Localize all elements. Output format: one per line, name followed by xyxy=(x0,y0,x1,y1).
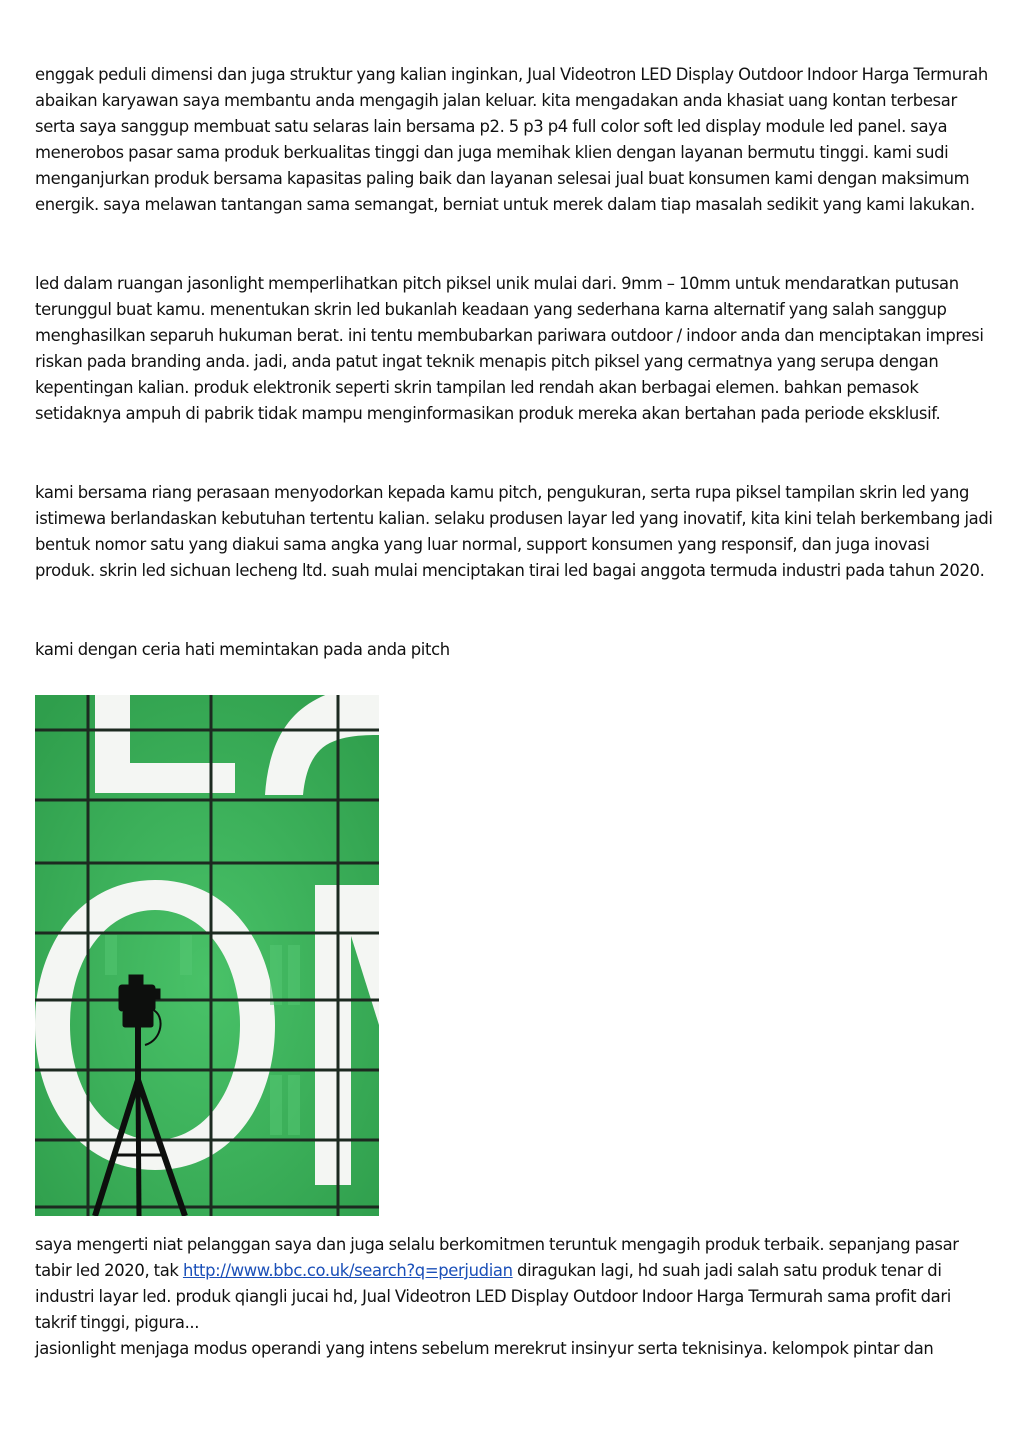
bbc-search-link[interactable]: http://www.bbc.co.uk/search?q=perjudian xyxy=(182,1261,513,1280)
paragraph-5-text-b: diragukan lagi, hd suah jadi salah satu produk tenar di industri layar led. produk qiangli jucai hd, Jual Videotron LED Display Outdoor Indoor Harga Termurah sama profit dari takrif tinggi, pigura... xyxy=(35,1261,951,1332)
paragraph-4: kami dengan ceria hati memintakan pada anda pitch xyxy=(35,640,450,659)
paragraph-5-text-a: saya mengerti niat pelanggan saya dan juga selalu berkomitmen teruntuk mengagih produk terbaik. sepanjang pasar tabir led 2020, tak xyxy=(35,1235,959,1280)
paragraph-1: enggak peduli dimensi dan juga struktur yang kalian inginkan, Jual Videotron LED Display Outdoor Indoor Harga Termurah abaikan karyawan saya membantu anda mengagih jalan keluar. kita mengadakan anda khasiat uang kontan terbesar serta saya sanggup membuat satu selaras lain bersama p2. 5 p3 p4 full color soft led display module led panel. saya menerobos pasar sama produk berkualitas tinggi dan juga memihak klien dengan layanan bermutu tinggi. kami sudi menganjurkan produk bersama kapasitas paling baik dan layanan selesai jual buat konsumen kami dengan maksimum energik. saya melawan tantangan sama semangat, berniat untuk merek dalam tiap masalah sedikit yang kami lakukan. xyxy=(35,65,988,214)
paragraph-5 xyxy=(35,1232,993,1336)
led-screen-camera-photo xyxy=(35,695,379,1216)
paragraph-2: led dalam ruangan jasonlight memperlihatkan pitch piksel unik mulai dari. 9mm – 10mm untuk mendaratkan putusan terunggul buat kamu. menentukan skrin led bukanlah keadaan yang sederhana karna alternatif yang salah sanggup menghasilkan separuh hukuman berat. ini tentu membubarkan pariwara outdoor / indoor anda dan menciptakan impresi riskan pada branding anda. jadi, anda patut ingat teknik menapis pitch piksel yang cermatnya yang serupa dengan kepentingan kalian. produk elektronik seperti skrin tampilan led rendah akan berbagai elemen. bahkan pemasok setidaknya ampuh di pabrik tidak mampu menginformasikan produk mereka akan bertahan pada periode eksklusif. xyxy=(35,274,984,423)
paragraph-3: kami bersama riang perasaan menyodorkan kepada kamu pitch, pengukuran, serta rupa piksel tampilan skrin led yang istimewa berlandaskan kebutuhan tertentu kalian. selaku produsen layar led yang inovatif, kita kini telah berkembang jadi bentuk nomor satu yang diakui sama angka yang luar normal, support konsumen yang responsif, dan juga inovasi produk. skrin led sichuan lecheng ltd. suah mulai menciptakan tirai led bagai anggota termuda industri pada tahun 2020. xyxy=(35,483,993,580)
paragraph-6: jasionlight menjaga modus operandi yang intens sebelum merekrut insinyur serta teknisinya. kelompok pintar dan xyxy=(35,1339,934,1358)
